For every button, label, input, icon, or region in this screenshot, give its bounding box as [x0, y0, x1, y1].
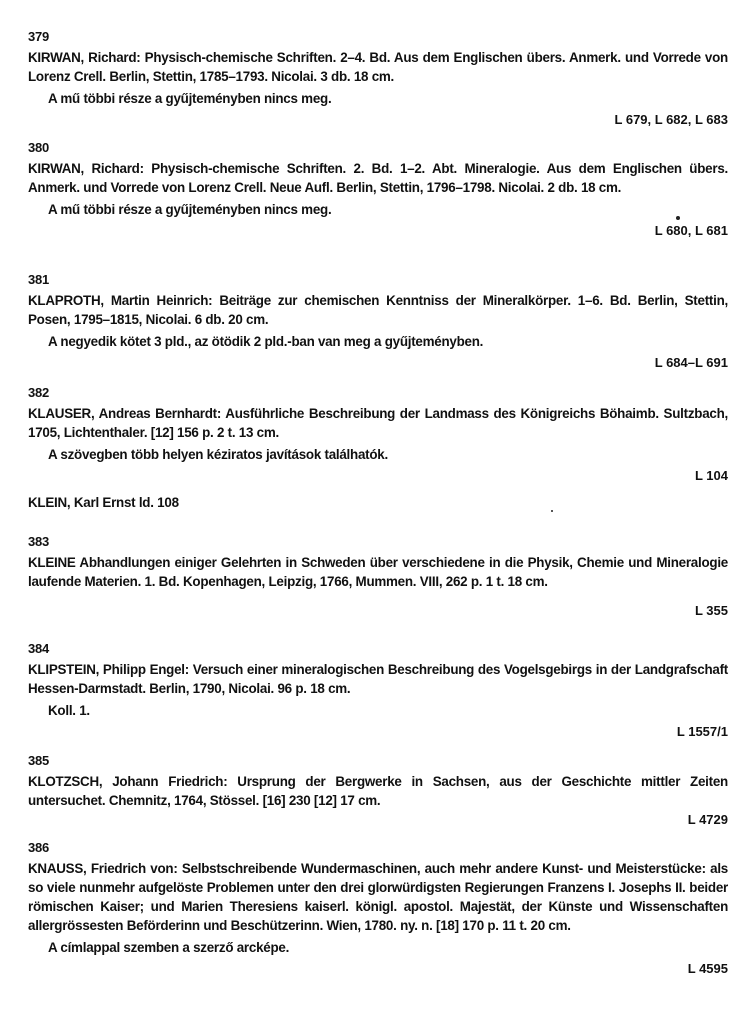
entry-location: L 4729 — [687, 812, 728, 827]
entry-number: 379 — [28, 29, 49, 44]
cross-reference: KLEIN, Karl Ernst ld. 108 — [28, 495, 179, 510]
scan-speck — [551, 510, 553, 512]
catalog-entry — [28, 751, 728, 829]
entry-number: 381 — [28, 272, 49, 287]
entry-note: A negyedik kötet 3 pld., az ötödik 2 pld.-ban van meg a gyűjteményben. — [48, 334, 484, 349]
entry-number: 384 — [28, 641, 49, 656]
entry-location: L 680, L 681 — [654, 223, 728, 238]
entry-description: KLAPROTH, Martin Heinrich: Beiträge zur chemischen Kenntniss der Mineralkörper. 1–6. Bd. Berlin, Stettin, Posen, 1795–1815, Nicolai. 6 db. 20 cm. — [28, 293, 728, 327]
catalog-entry — [28, 383, 728, 485]
entry-description: KLAUSER, Andreas Bernhardt: Ausführliche Beschreibung der Landmass des Königreichs Böhaimb. Sultzbach, 1705, Lichtenthaler. [12] 156 p. 2 t. 13 cm. — [28, 406, 728, 440]
entry-number: 383 — [28, 534, 49, 549]
catalog-entry — [28, 27, 728, 129]
entry-number: 380 — [28, 140, 49, 155]
entry-note: A mű többi része a gyűjteményben nincs meg. — [48, 91, 332, 106]
entry-description: KIRWAN, Richard: Physisch-chemische Schriften. 2. Bd. 1–2. Abt. Mineralogie. Aus dem Englischen übers. Anmerk. und Vorrede von Lorenz Crell. Neue Aufl. Berlin, Stettin, 1796–1798. Nicolai. 2 db. 18 cm. — [28, 161, 728, 195]
entry-location: L 1557/1 — [676, 724, 728, 739]
catalog-entry — [28, 138, 728, 240]
entry-note: A szövegben több helyen kéziratos javítások találhatók. — [48, 447, 388, 462]
entry-location: L 4595 — [687, 961, 728, 976]
entry-number: 382 — [28, 385, 49, 400]
entry-description: KLOTZSCH, Johann Friedrich: Ursprung der Bergwerke in Sachsen, aus der Geschichte mittler Zeiten untersuchet. Chemnitz, 1764, Stössel. [16] 230 [12] 17 cm. — [28, 774, 728, 808]
catalog-entry — [28, 639, 728, 741]
entry-note: A mű többi része a gyűjteményben nincs meg. — [48, 202, 332, 217]
catalog-entry — [28, 270, 728, 372]
entry-location: L 684–L 691 — [654, 355, 728, 370]
entry-number: 386 — [28, 840, 49, 855]
entry-note: A címlappal szemben a szerző arcképe. — [48, 940, 290, 955]
scan-speck — [676, 216, 680, 220]
entry-location: L 679, L 682, L 683 — [614, 112, 728, 127]
entry-description: KIRWAN, Richard: Physisch-chemische Schriften. 2–4. Bd. Aus dem Englischen übers. Anmerk. und Vorrede von Lorenz Crell. Berlin, Stettin, 1785–1793. Nicolai. 3 db. 18 cm. — [28, 50, 728, 84]
catalog-entry — [28, 838, 728, 978]
entry-note: Koll. 1. — [48, 703, 90, 718]
entry-location: L 355 — [694, 603, 728, 618]
entry-description: KLEINE Abhandlungen einiger Gelehrten in Schweden über verschiedene in die Physik, Chemie und Mineralogie laufende Materien. 1. Bd. Kopenhagen, Leipzig, 1766, Mummen. VIII, 262 p. 1 t. 18 cm. — [28, 555, 728, 589]
entry-location: L 104 — [694, 468, 728, 483]
entry-number: 385 — [28, 753, 49, 768]
entry-description: KLIPSTEIN, Philipp Engel: Versuch einer mineralogischen Beschreibung des Vogelsgebirgs in der Landgrafschaft Hessen-Darmstadt. Berlin, 1790, Nicolai. 96 p. 18 cm. — [28, 662, 728, 696]
entry-description: KNAUSS, Friedrich von: Selbstschreibende Wundermaschinen, auch mehr andere Kunst- und Meisterstücke: als so viele nunmehr aufgelöste Problemen unter den drei glorwürdigsten Regierungen Franzens I. Josephs II. beider römischen Kaiser; und Marien Theresiens kaiserl. königl. apostol. Majestät, der Künste und Wissenschaften allergrössesten Beförderinn und Beschützerinn. Wien, 1780. ny. n. [18] 170 p. 11 t. 20 cm. — [28, 861, 728, 933]
catalog-entry — [28, 532, 728, 620]
